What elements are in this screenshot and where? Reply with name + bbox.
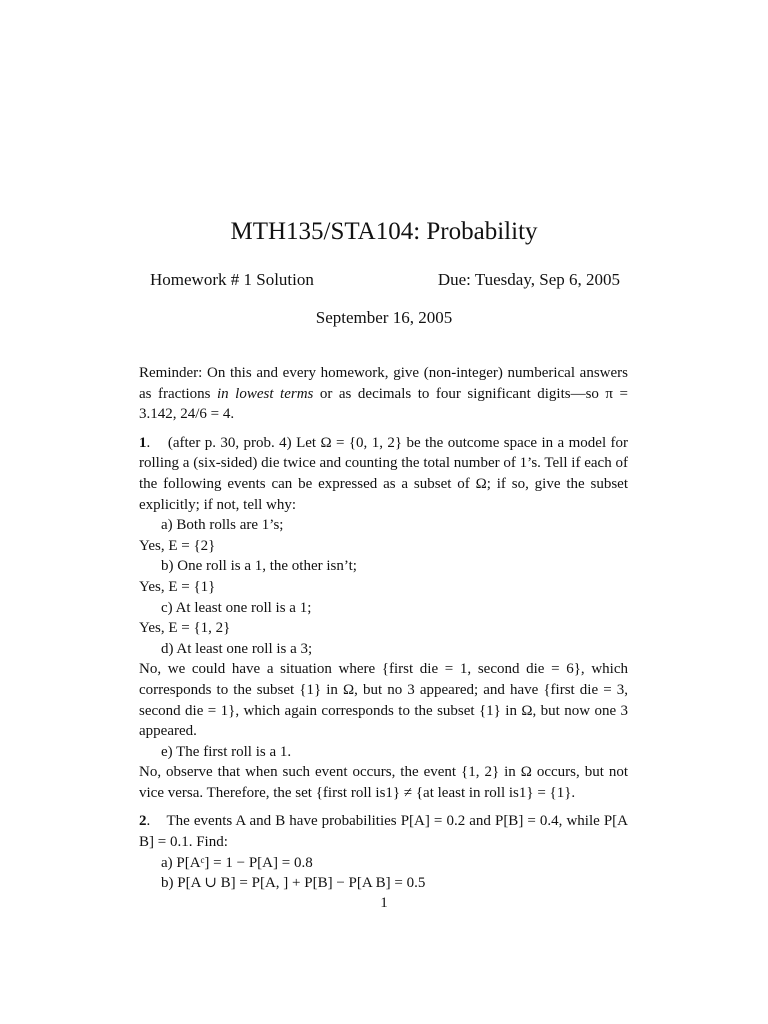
- homework-label: Homework # 1 Solution: [150, 270, 314, 289]
- document-date: September 16, 2005: [315, 308, 453, 327]
- problem-1a-question: a) Both rolls are 1’s;: [161, 517, 284, 534]
- document-body: [139, 363, 628, 894]
- due-date: Due: Tuesday, Sep 6, 2005: [437, 270, 620, 289]
- problem-1-intro: 1. (after p. 30, prob. 4) Let Ω = {0, 1, 2} be the outcome space in a model for rolling a (six-sided) die twice and counting the total number of 1’s. Tell if each of the following events can be expressed as a subset of Ω; if so, give the subset explicitly; if not, tell why:: [139, 434, 628, 513]
- problem-1e-question: e) The first roll is a 1.: [161, 743, 292, 760]
- page-title: MTH135/STA104: Probability: [230, 218, 538, 245]
- problem-2-intro: 2. The events A and B have probabilities P[A] = 0.2 and P[B] = 0.4, while P[A B] = 0.1. Find:: [139, 813, 629, 851]
- problem-1b-answer: Yes, E = {1}: [139, 578, 216, 595]
- emphasis-text: in lowest terms: [217, 385, 314, 402]
- problem-1e-answer: No, observe that when such event occurs, the event {1, 2} in Ω occurs, but not vice versa. Therefore, the set {first roll is1} ≠ {at least in roll is1} = {1}.: [139, 764, 628, 801]
- problem-1a-answer: Yes, E = {2}: [139, 537, 216, 554]
- page-number: 1: [380, 895, 388, 911]
- problem-1d-answer: No, we could have a situation where {first die = 1, second die = 6}, which corresponds to the subset {1} in Ω, but no 3 appeared; and have {first die = 3, second die = 1}, which again corresponds to the subset {1} in Ω, but now one 3 appeared.: [139, 661, 628, 740]
- reminder-paragraph: Reminder: On this and every homework, give (non-integer) numberical answers as fractions in lowest terms or as decimals to four significant digits—so π = 3.142, 24/6 = 4.: [139, 365, 628, 423]
- subtitle-row: [150, 268, 620, 292]
- problem-1d-question: d) At least one roll is a 3;: [161, 640, 313, 657]
- problem-1c-answer: Yes, E = {1, 2}: [139, 620, 231, 637]
- problem-2b: b) P[A ∪ B] = P[A, ] + P[B] − P[A B] = 0.5: [161, 875, 426, 892]
- problem-number: 2: [139, 813, 147, 830]
- problem-1b-question: b) One roll is a 1, the other isn’t;: [161, 558, 357, 575]
- problem-1c-question: c) At least one roll is a 1;: [161, 599, 312, 616]
- problem-2a: a) P[Aᶜ] = 1 − P[A] = 0.8: [161, 854, 313, 871]
- problem-number: 1: [139, 434, 147, 451]
